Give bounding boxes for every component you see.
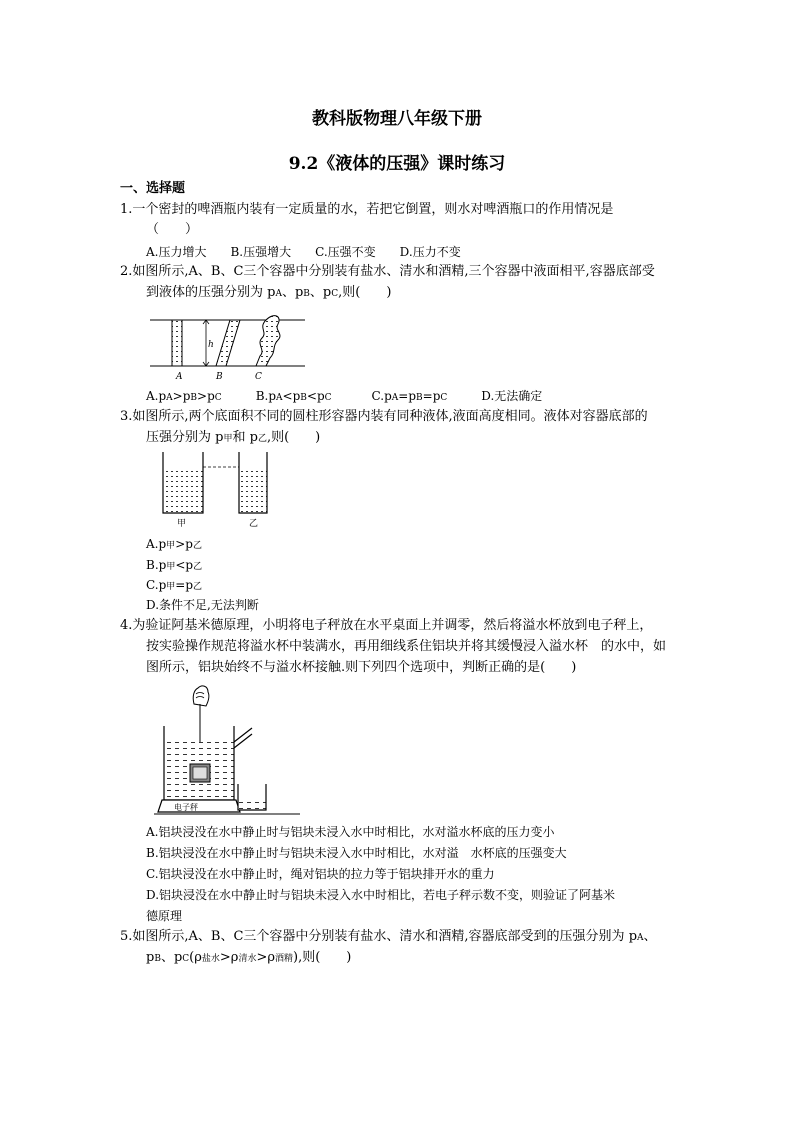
q4-option-b: B.铝块浸没在水中静止时与铝块未浸入水中时相比，水对溢 水杯底的压强变大 xyxy=(146,846,567,860)
q1-blank: （ ） xyxy=(146,222,199,237)
cylinder-yi xyxy=(239,452,267,513)
section-heading: 一、选择题 xyxy=(120,181,186,196)
q3-cylinders-figure xyxy=(155,450,285,530)
q1-stem: 1.一个密封的啤酒瓶内装有一定质量的水，若把它倒置，则水对啤酒瓶口的作用情况是 xyxy=(120,202,614,217)
q3-option-b: B.p甲<p乙 xyxy=(146,558,203,572)
container-a xyxy=(172,320,182,366)
fig-label-a: A xyxy=(176,372,183,382)
q2-option-c: C.pA=pB=pC xyxy=(371,389,448,403)
receiving-beaker xyxy=(238,784,266,810)
q4-stem-line2: 按实验操作规范将溢水杯中装满水，再用细线系住铝块并将其缓慢浸入溢水杯 的水中，如 xyxy=(146,639,667,654)
page-subtitle: 9.2《液体的压强》课时练习 xyxy=(288,154,506,174)
q4-option-c: C.铝块浸没在水中静止时，绳对铝块的拉力等于铝块排开水的重力 xyxy=(146,867,495,881)
q2-stem-line2: 到液体的压强分别为 pA、pB、pC,则( ) xyxy=(146,285,392,300)
q4-stem-line3: 图所示，铝块始终不与溢水杯接触.则下列四个选项中，判断正确的是( ) xyxy=(146,660,577,675)
page-title: 教科版物理八年级下册 xyxy=(312,109,482,129)
q1-options: A.压力增大 B.压强增大 C.压强不变 D.压力不变 xyxy=(146,245,461,259)
q3-option-d: D.条件不足,无法判断 xyxy=(146,598,259,612)
aluminum-block xyxy=(190,764,210,782)
fig-label-b: B xyxy=(216,372,223,382)
q3-option-a: A.p甲>p乙 xyxy=(146,537,202,551)
q2-options xyxy=(146,388,542,406)
electronic-scale xyxy=(158,800,240,812)
fig-label-yi: 乙 xyxy=(249,519,259,529)
fig-label-h: h xyxy=(208,340,214,350)
container-b xyxy=(216,320,240,366)
scale-label: 电子秤 xyxy=(174,803,198,812)
container-c xyxy=(256,316,280,366)
q2-option-d: D.无法确定 xyxy=(481,389,543,403)
q3-stem-line2: 压强分别为 p甲和 p乙,则( ) xyxy=(146,430,321,445)
q4-overflow-cup-figure xyxy=(150,680,310,820)
cylinder-jia xyxy=(163,452,203,513)
fig-label-jia: 甲 xyxy=(177,519,187,529)
overflow-cup xyxy=(164,726,252,800)
q5-stem-line1: 5.如图所示,A、B、C三个容器中分别装有盐水、清水和酒精,容器底部受到的压强分别为 pA、 xyxy=(120,929,657,944)
q3-stem-line1: 3.如图所示,两个底面积不同的圆柱形容器内装有同种液体,液面高度相同。液体对容器底部的 xyxy=(120,409,648,424)
q4-stem-line1: 4.为验证阿基米德原理，小明将电子秤放在水平桌面上并调零，然后将溢水杯放到电子秤上， xyxy=(120,618,653,633)
hand-icon xyxy=(193,686,209,706)
q2-stem-line1: 2.如图所示,A、B、C三个容器中分别装有盐水、清水和酒精,三个容器中液面相平,容器底部受 xyxy=(120,264,655,279)
q3-option-c: C.p甲=p乙 xyxy=(146,578,203,592)
q4-option-d-line1: D.铝块浸没在水中静止时与铝块未浸入水中时相比，若电子秤示数不变，则验证了阿基米 xyxy=(146,888,616,902)
q2-option-a: A.pA>pB>pC xyxy=(146,389,222,403)
q4-option-d-line2: 德原理 xyxy=(146,909,183,923)
q4-option-a: A.铝块浸没在水中静止时与铝块未浸入水中时相比，水对溢水杯底的压力变小 xyxy=(146,825,555,839)
q2-containers-figure xyxy=(150,310,310,385)
fig-label-c: C xyxy=(255,372,262,382)
q5-stem-line2: pB、pC(ρ盐水>ρ清水>ρ酒精),则( ) xyxy=(146,950,352,965)
q2-option-b: B.pA<pB<pC xyxy=(255,389,332,403)
